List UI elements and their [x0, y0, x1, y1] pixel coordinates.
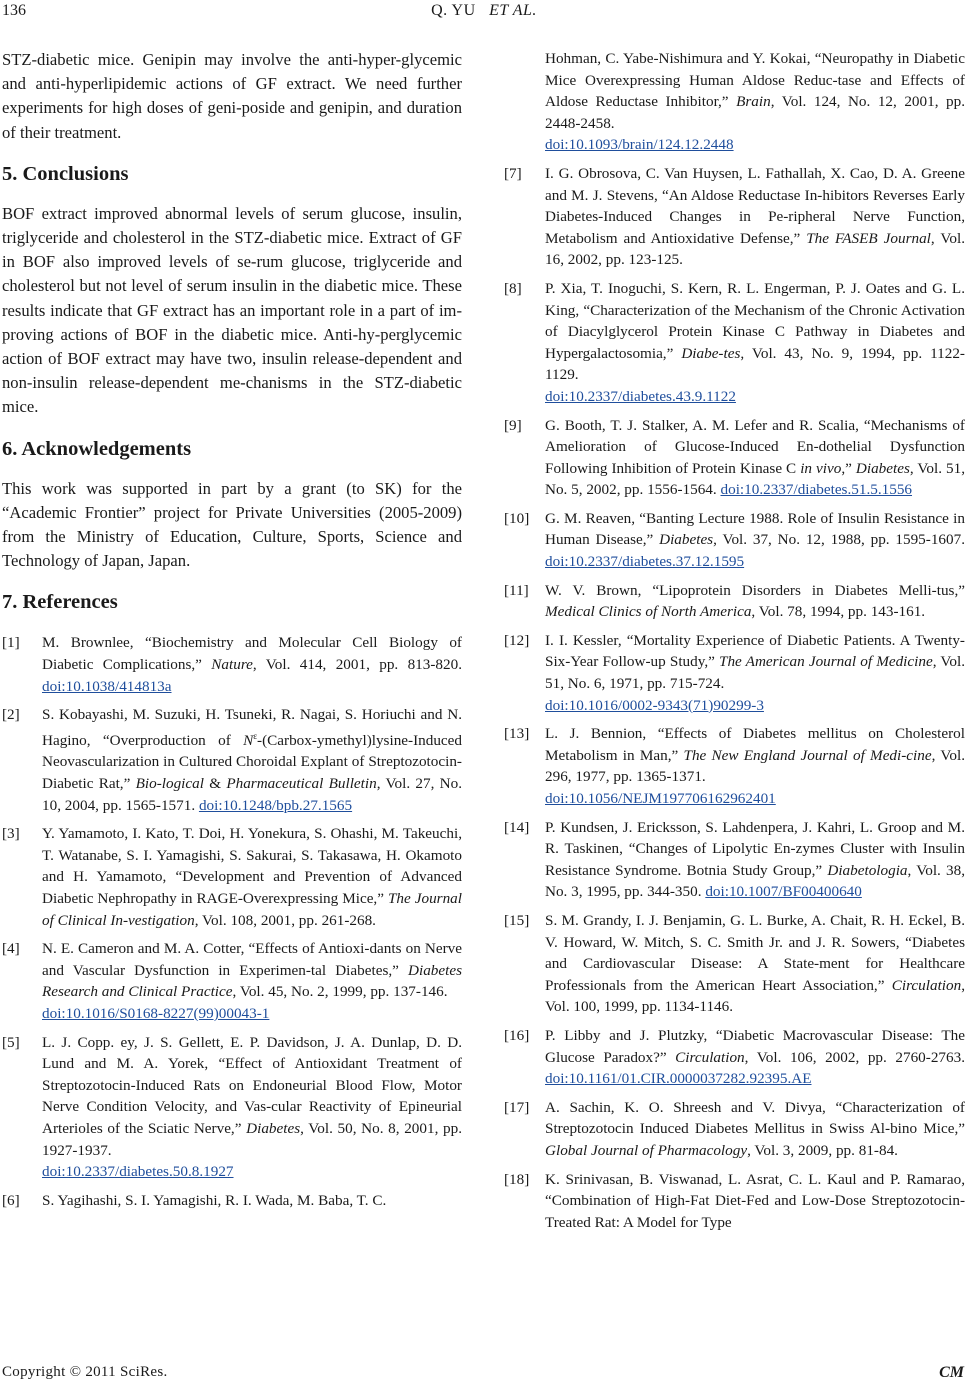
reference-number: [17] [504, 1098, 530, 1116]
reference-item-3: [3] Y. Yamamoto, I. Kato, T. Doi, H. Yonekura, S. Ohashi, M. Takeuchi, T. Watanabe, S. I. Yamagishi, S. Sakurai, S. Takasawa, H. Okamoto and H. Yamamoto, “Development and Prevention of Advanced Diabetic Nephropathy in RAGE-Overexpressing Mice,” The Journal of Clinical In-vestigation, Vol. 108, 2001, pp. 261-268. [2, 825, 462, 929]
journal-title: Diabetes [246, 1119, 301, 1137]
reference-number: [6] [2, 1191, 20, 1209]
reference-number: [9] [504, 416, 522, 434]
reference-number: [7] [504, 164, 522, 182]
reference-number: [14] [504, 818, 530, 836]
reference-item-6-continued: Hohman, C. Yabe-Nishimura and Y. Kokai, “Neuropathy in Diabetic Mice Overexpressing Human Aldose Reduc-tase and Effects of Aldose Reductase Inhibitor,” Brain, Vol. 124, No. 12, 2001, pp. 2448-2458. doi:10.1093/brain/124.12.2448 [545, 50, 966, 154]
journal-title: Circulation [675, 1048, 745, 1066]
running-head-etal: ET AL. [489, 2, 537, 19]
doi-link[interactable]: doi:10.1093/brain/124.12.2448 [545, 136, 734, 154]
running-head-authors: Q. YU [431, 2, 476, 19]
acknowledgements-paragraph: This work was supported in part by a grant (to SK) for the “Academic Frontier” project for Private Universities (2005-2009) from the Ministry of Education, Culture, Sports, Science and Technology of Japan, Japan. [2, 478, 462, 571]
reference-number: [11] [504, 581, 529, 599]
reference-number: [8] [504, 279, 522, 297]
reference-item-1: [1] M. Brownlee, “Biochemistry and Molecular Cell Biology of Diabetic Complications,” Nature, Vol. 414, 2001, pp. 813-820. doi:10.1038/414813a [2, 634, 462, 695]
reference-item-10: [10] G. M. Reaven, “Banting Lecture 1988. Role of Insulin Resistance in Human Disease,” Diabetes, Vol. 37, No. 12, 1988, pp. 1595-1607. doi:10.2337/diabetes.37.12.1595 [504, 509, 966, 571]
references-heading: 7. References [2, 591, 118, 614]
journal-title: Diabetologia [827, 861, 908, 879]
doi-link[interactable]: doi:10.1038/414813a [42, 677, 172, 695]
reference-number: [3] [2, 825, 20, 843]
reference-item-4: [4] N. E. Cameron and M. A. Cotter, “Effects of Antioxi-dants on Nerve and Vascular Dysfunction in Experimen-tal Diabetes,” Diabetes Research and Clinical Practice, Vol. 45, No. 2, 1999, pp. 137-146. doi:10.1016/S0168-8227(99)00043-1 [2, 940, 462, 1023]
reference-number: [5] [2, 1033, 20, 1051]
reference-item-5: [5] L. J. Copp. ey, J. S. Gellett, E. P. Davidson, J. A. Dunlap, D. D. Lund and M. A. Yorek, “Effect of Antioxidant Treatment of Streptozotocin-Induced Rats on Endoneurial Blood Flow, Motor Nerve Condition Velocity, and Vas-cular Reactivity of Epineurial Arterioles of the Sciatic Nerve,” Diabetes, Vol. 50, No. 8, 2001, pp. 1927-1937. doi:10.2337/diabetes.50.8.1927 [2, 1033, 463, 1181]
journal-title: Medical Clinics of North America [545, 603, 752, 621]
reference-item-8: [8] P. Xia, T. Inoguchi, S. Kern, R. L. Engerman, P. J. Oates and G. L. King, “Characterization of the Mechanism of the Chronic Activation of Diacylglycerol Protein Kinase C Pathway in Diabetes and Hypergalactosomia,” Diabe-tes, Vol. 43, No. 9, 1994, pp. 1122-1129. doi:10.2337/diabetes.43.9.1122 [504, 279, 965, 405]
page-number: 136 [2, 2, 26, 19]
doi-link[interactable]: doi:10.1016/S0168-8227(99)00043-1 [42, 1005, 270, 1023]
reference-number: [16] [504, 1026, 530, 1044]
reference-number: [4] [2, 940, 20, 958]
copyright-notice: Copyright © 2011 SciRes. [2, 1364, 168, 1380]
page-footer [0, 1364, 968, 1386]
journal-title: Diabetes Research and Clinical Practice [42, 961, 462, 1001]
reference-item-16: [16] P. Libby and J. Plutzky, “Diabetic Macrovascular Disease: The Glucose Paradox?” Circulation, Vol. 106, 2002, pp. 2760-2763. doi:10.1161/01.CIR.0000037282.92395.AE [504, 1026, 965, 1088]
journal-title: Circulation [891, 976, 962, 994]
reference-item-6: [6] S. Yagihashi, S. I. Yamagishi, R. I. Wada, M. Baba, T. C. [2, 1190, 462, 1212]
doi-link[interactable]: doi:10.1248/bpb.27.1565 [198, 796, 353, 814]
running-head [0, 2, 968, 20]
conclusions-paragraph: BOF extract improved abnormal levels of serum glucose, insulin, triglyceride and cholesterol in the STZ-diabetic mice. Extract of GF in BOF also improved levels of se-rum glucose, triglyceride and cholesterol but not level of serum insulin in the diabetic mice. These results indicate that GF extract has an important role in a part of im-proving actions of BOF in the diabetic mice. Anti-hy-perglycemic action of BOF extract may have two, insulin release-dependent and non-insulin release-dependent me-chanisms in the STZ-diabetic mice. [2, 203, 462, 417]
doi-link[interactable]: doi:10.2337/diabetes.37.12.1595 [545, 553, 745, 571]
page-header [0, 2, 968, 32]
journal-title: Diabetes [659, 531, 714, 549]
journal-title: Bio-logical [135, 775, 204, 793]
reference-number: [15] [504, 911, 530, 929]
reference-number: [12] [504, 631, 530, 649]
journal-abbreviation: CM [939, 1364, 964, 1381]
doi-link[interactable]: doi:10.2337/diabetes.51.5.1556 [720, 481, 913, 499]
doi-link[interactable]: doi:10.2337/diabetes.43.9.1122 [545, 387, 736, 405]
reference-item-17: [17] A. Sachin, K. O. Shreesh and V. Divya, “Characterization of Streptozotocin Induced Diabetes Mellitus in Swiss Al-bino Mice,” Global Journal of Pharmacology, Vol. 3, 2009, pp. 81-84. [504, 1098, 965, 1159]
reference-number: [2] [2, 706, 20, 724]
reference-number: [18] [504, 1170, 530, 1188]
right-column [504, 48, 965, 1233]
left-column [2, 48, 462, 1211]
doi-link[interactable]: doi:10.1056/NEJM197706162962401 [545, 790, 776, 807]
journal-title: The American Journal of Medicine [719, 653, 933, 671]
reference-item-15: [15] S. M. Grandy, I. J. Benjamin, G. L. Burke, A. Chait, R. H. Eckel, B. V. Howard, W. Mitch, S. C. Smith Jr. and J. R. Sowers, “Diabetes and Cardiovascular Disease: A State-ment for Healthcare Professionals from the American Heart Association,” Circulation, Vol. 100, 1999, pp. 1134-1146. [504, 911, 965, 1016]
journal-title: Global Journal of Pharmacology [545, 1141, 748, 1159]
reference-item-11: [11] W. V. Brown, “Lipoprotein Disorders in Diabetes Melli-tus,” Medical Clinics of North America, Vol. 78, 1994, pp. 143-161. [504, 581, 965, 621]
doi-link[interactable]: doi:10.1007/BF00400640 [705, 883, 862, 901]
journal-title: Diabe-tes [681, 344, 741, 362]
doi-link[interactable]: doi:10.2337/diabetes.50.8.1927 [42, 1163, 234, 1181]
reference-item-9: [9] G. Booth, T. J. Stalker, A. M. Lefer and R. Scalia, “Mechanisms of Amelioration of Glucose-Induced En-dothelial Dysfunction Following Inhibition of Protein Kinase C in vivo,” Diabetes, Vol. 51, No. 5, 2002, pp. 1556-1564. doi:10.2337/diabetes.51.5.1556 [504, 416, 966, 499]
reference-number: [13] [504, 725, 530, 743]
reference-item-2: [2] S. Kobayashi, M. Suzuki, H. Tsuneki, R. Nagai, S. Horiuchi and N. Hagino, “Overproduction of $N^\varepsilon-(Carbox-ymethyl)lysine$-Induced Neovascularization in Cultured Choroidal Explant of Streptozotocin-Diabetic Rat,” Bio-logical & Pharmaceutical Bulletin, Vol. 27, No. 10, 2004, pp. 1565-1571. doi:10.1248/bpb.27.1565 [2, 706, 463, 814]
reference-item-14: [14] P. Kundsen, J. Ericksson, S. Lahdenpera, J. Kahri, L. Groop and M. R. Taskinen, “Changes of Lipolytic En-zymes Cluster with Insulin Resistance Syndrome. Botnia Study Group,” Diabetologia, Vol. 38, No. 3, 1995, pp. 344-350. doi:10.1007/BF00400640 [504, 818, 965, 901]
conclusions-heading: 5. Conclusions [2, 162, 129, 185]
journal-title: The Journal of Clinical In-vestigation [42, 890, 462, 929]
doi-link[interactable]: doi:10.1016/0002-9343(71)90299-3 [545, 696, 764, 714]
acknowledgements-heading: 6. Acknowledgements [2, 437, 192, 460]
journal-title: The FASEB Journal [806, 229, 931, 247]
reference-item-12: [12] I. I. Kessler, “Mortality Experience of Diabetic Patients. A Twenty-Six-Year Follow-up Study,” The American Journal of Medicine, Vol. 51, No. 6, 1971, pp. 715-724. doi:10.1016/0002-9343(71)90299-3 [504, 631, 965, 714]
reference-number: [1] [2, 634, 20, 652]
reference-number: [10] [504, 509, 530, 527]
doi-link[interactable]: doi:10.1161/01.CIR.0000037282.92395.AE [545, 1070, 812, 1088]
reference-item-7: [7] I. G. Obrosova, C. Van Huysen, L. Fathallah, X. Cao, D. A. Greene and M. J. Stevens, “An Aldose Reductase In-hibitors Reverses Early Diabetes-Induced Changes in Pe-ripheral Nerve Function, Metabolism and Antioxidative Defense,” The FASEB Journal, Vol. 16, 2002, pp. 123-125. [504, 164, 965, 269]
journal-title: Diabetes [855, 459, 910, 477]
reference-item-13: [13] L. J. Bennion, “Effects of Diabetes mellitus on Cholesterol Metabolism in Man,” The New England Journal of Medi-cine, Vol. 296, 1977, pp. 1365-1371. doi:10.1056/NEJM197706162962401 [504, 725, 965, 807]
journal-title: Brain [736, 93, 771, 111]
intro-paragraph: STZ-diabetic mice. Genipin may involve the anti-hyper-glycemic and anti-hyperlipidemic actions of GF extract. We need further experiments for high doses of geni-poside and genipin, and duration of their treatment. [2, 50, 462, 142]
reference-item-18: [18] K. Srinivasan, B. Viswanad, L. Asrat, C. L. Kaul and P. Ramarao, “Combination of High-Fat Diet-Fed and Low-Dose Streptozotocin-Treated Rat: A Model for Type [504, 1170, 965, 1231]
journal-title: The New England Journal of Medi-cine [683, 746, 932, 764]
journal-title: Nature [211, 656, 253, 674]
